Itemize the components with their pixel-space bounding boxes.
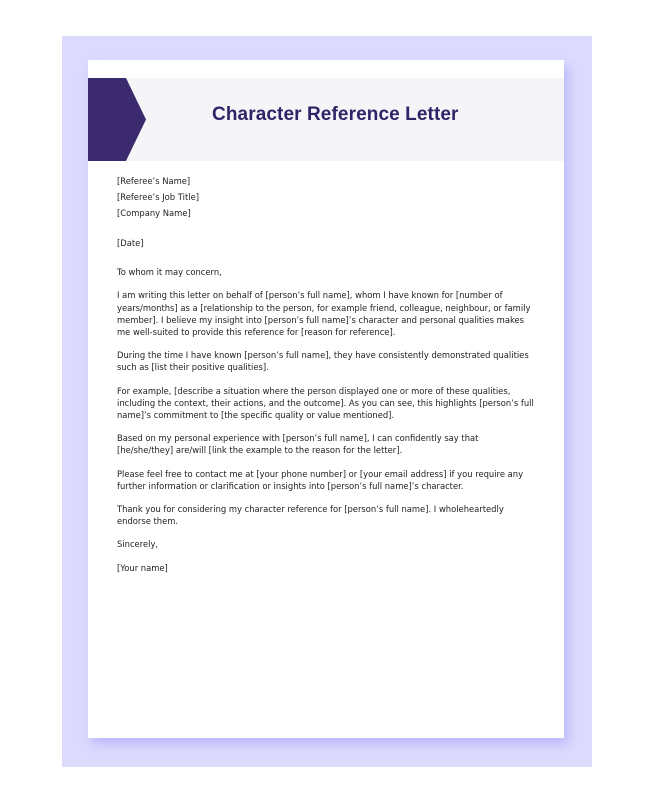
- company-name: [Company Name]: [117, 208, 191, 218]
- chevron-arrow-icon: [88, 78, 146, 161]
- referee-address-block: [117, 173, 537, 221]
- header-band: [88, 78, 564, 161]
- paragraph-experience: Based on my personal experience with [person’s full name], I can confidently say that [he/she/they] are/will [link the example to the reason for the letter].: [117, 433, 479, 456]
- letter-body: [117, 173, 537, 574]
- paragraph-thanks: Thank you for considering my character reference for [person’s full name]. I wholeheartedly endorse them.: [117, 504, 504, 527]
- letter-page: [88, 60, 564, 738]
- paragraph-example: For example, [describe a situation where the person displayed one or more of these qualities, including the context, their actions, and the outcome]. As you can see, this highlights [person’s full name]’s commitment to [the specific quality or value mentioned].: [117, 385, 534, 421]
- referee-name: [Referee’s Name]: [117, 176, 191, 186]
- signature: [Your name]: [117, 562, 168, 573]
- greeting: To whom it may concern,: [117, 267, 222, 278]
- paragraph-intro: I am writing this letter on behalf of [person’s full name], whom I have known for [number of years/months] as a [relationship to the person, for example friend, colleague, neighbour, or family member]. I believe my insight into [person’s full name]’s character and personal qualities makes me well-suited to provide this reference for [reason for reference].: [117, 290, 531, 338]
- referee-job-title: [Referee’s Job Title]: [117, 192, 200, 202]
- letter-date: [Date]: [117, 238, 144, 248]
- closing: Sincerely,: [117, 539, 159, 550]
- paragraph-contact: Please feel free to contact me at [your phone number] or [your email address] if you require any further information or clarification or insights into [person’s full name]’s character.: [117, 468, 524, 491]
- paragraph-qualities: During the time I have known [person’s full name], they have consistently demonstrated qualities such as [list their positive qualities].: [117, 350, 529, 373]
- page-title: Character Reference Letter: [212, 104, 459, 125]
